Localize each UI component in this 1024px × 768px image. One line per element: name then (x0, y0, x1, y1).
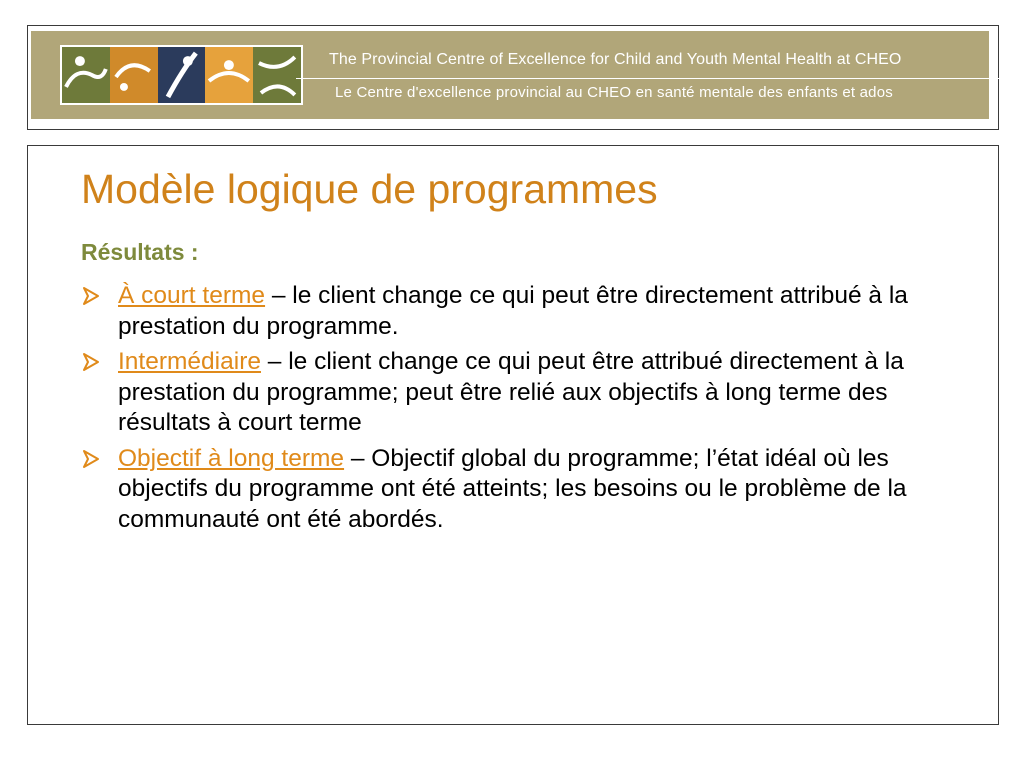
header-banner (31, 31, 989, 119)
bullet-text: – Objectif global du programme; l’état idéal où les objectifs du programme ont été atteints; les besoins ou le problème de la communauté ont été abordés. (118, 444, 907, 533)
list-item (81, 347, 941, 439)
logo-tile (62, 47, 110, 103)
logo-figure-icon (110, 47, 158, 103)
list-item (81, 444, 941, 536)
logo-figure-icon (158, 47, 206, 103)
logo-figure-icon (62, 47, 110, 103)
slide-subtitle: Résultats : (81, 239, 199, 265)
bullet-term-link[interactable]: À court terme (118, 282, 266, 309)
bullet-list (81, 281, 941, 540)
slide-title: Modèle logique de programmes (81, 166, 658, 212)
bullet-term-link[interactable]: Intermédiaire (118, 348, 261, 375)
logo-tile (110, 47, 158, 103)
organization-logo (60, 45, 303, 105)
logo-figure-icon (205, 47, 253, 103)
logo-tile (205, 47, 253, 103)
list-item (81, 281, 941, 342)
bullet-text: – le client change ce qui peut être attribué directement à la prestation du programme; peut être relié aux objectifs à long terme des résultats à court terme (118, 348, 904, 436)
bullet-term-link[interactable]: Objectif à long terme (118, 444, 345, 472)
arrow-bullet-icon (81, 351, 101, 373)
bullet-text: – le client change ce qui peut être directement attribué à la prestation du programme. (118, 282, 908, 340)
arrow-bullet-icon (81, 285, 101, 307)
logo-figure-icon (253, 47, 301, 103)
header-title-french: Le Centre d'excellence provincial au CHEO en santé mentale des enfants et ados (335, 84, 893, 101)
logo-tile (253, 47, 301, 103)
logo-tile (158, 47, 206, 103)
header-divider (296, 78, 1004, 79)
header-title-english: The Provincial Centre of Excellence for Child and Youth Mental Health at CHEO (329, 51, 902, 68)
arrow-bullet-icon (81, 448, 101, 470)
